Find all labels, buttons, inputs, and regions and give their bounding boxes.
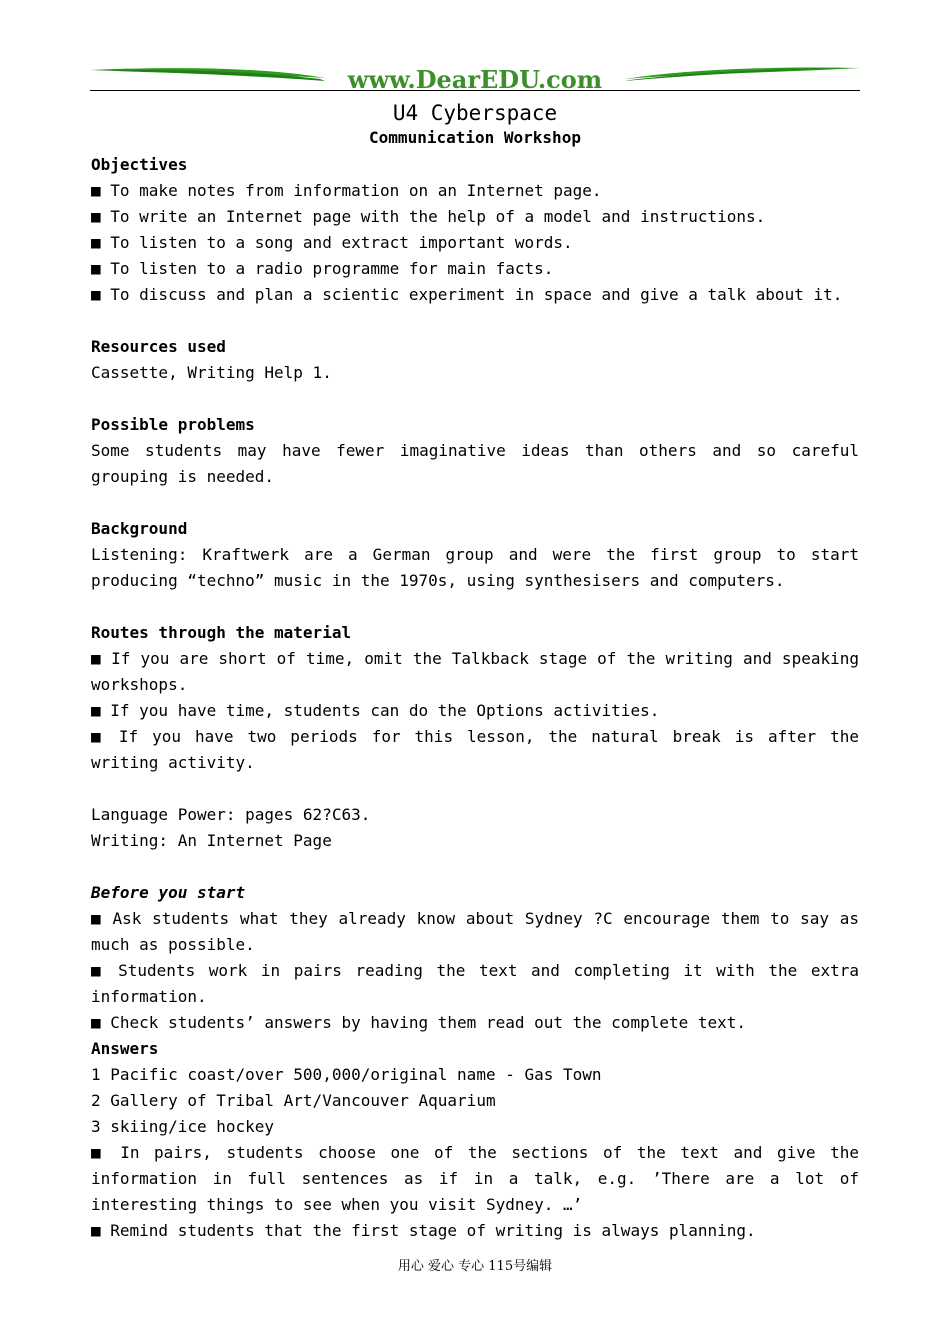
logo-text: www.DearEDU.com (347, 65, 603, 94)
list-item: ■ To listen to a song and extract important words. (91, 233, 573, 252)
answer-item: 2 Gallery of Tribal Art/Vancouver Aquarium (91, 1091, 496, 1110)
list-item: ■ Ask students what they already know about Sydney ?C encourage them to say as much as possible. (91, 909, 859, 954)
list-item: ■ To write an Internet page with the help of a model and instructions. (91, 207, 766, 226)
header-rule (90, 90, 860, 91)
background-heading: Background (91, 519, 188, 538)
writing-text: Writing: An Internet Page (91, 831, 332, 850)
page-footer: 用心 爱心 专心 115号编辑 (397, 1259, 553, 1274)
list-item: ■ If you are short of time, omit the Talkback stage of the writing and speaking workshops. (91, 649, 859, 694)
answers-heading: Answers (91, 1039, 159, 1058)
routes-heading: Routes through the material (91, 623, 352, 642)
document-body (91, 100, 859, 1244)
answer-item: 1 Pacific coast/over 500,000/original name - Gas Town (91, 1065, 602, 1084)
list-item: ■ Check students’ answers by having them read out the complete text. (91, 1013, 747, 1032)
list-item: ■ If you have time, students can do the Options activities. (91, 701, 660, 720)
list-item: ■ To listen to a radio programme for main facts. (91, 259, 554, 278)
language-power-text: Language Power: pages 62?C63. (91, 805, 371, 824)
problems-heading: Possible problems (91, 415, 255, 434)
list-item: ■ To discuss and plan a scientic experiment in space and give a talk about it. (91, 285, 843, 304)
resources-heading: Resources used (91, 337, 226, 356)
objectives-heading: Objectives (91, 155, 188, 174)
before-heading: Before you start (91, 883, 246, 902)
answer-item: 3 skiing/ice hockey (91, 1117, 275, 1136)
page-title: U4 Cyberspace (392, 101, 558, 125)
problems-text: Some students may have fewer imaginative ideas than others and so careful grouping is needed. (91, 441, 859, 486)
list-item: ■ Students work in pairs reading the text and completing it with the extra information. (91, 961, 859, 1006)
background-text: Listening: Kraftwerk are a German group and were the first group to start producing “techno” music in the 1970s, using synthesisers and computers. (91, 545, 859, 590)
list-item: ■ In pairs, students choose one of the sections of the text and give the information in full sentences as if in a talk, e.g. ’There are a lot of interesting things to see when you visit Sydney. …’ (91, 1143, 859, 1214)
list-item: ■ Remind students that the first stage of writing is always planning. (91, 1221, 756, 1240)
page-subtitle: Communication Workshop (369, 128, 581, 147)
list-item: ■ If you have two periods for this lesson, the natural break is after the writing activity. (91, 727, 859, 772)
list-item: ■ To make notes from information on an Internet page. (91, 181, 602, 200)
resources-text: Cassette, Writing Help 1. (91, 363, 332, 382)
